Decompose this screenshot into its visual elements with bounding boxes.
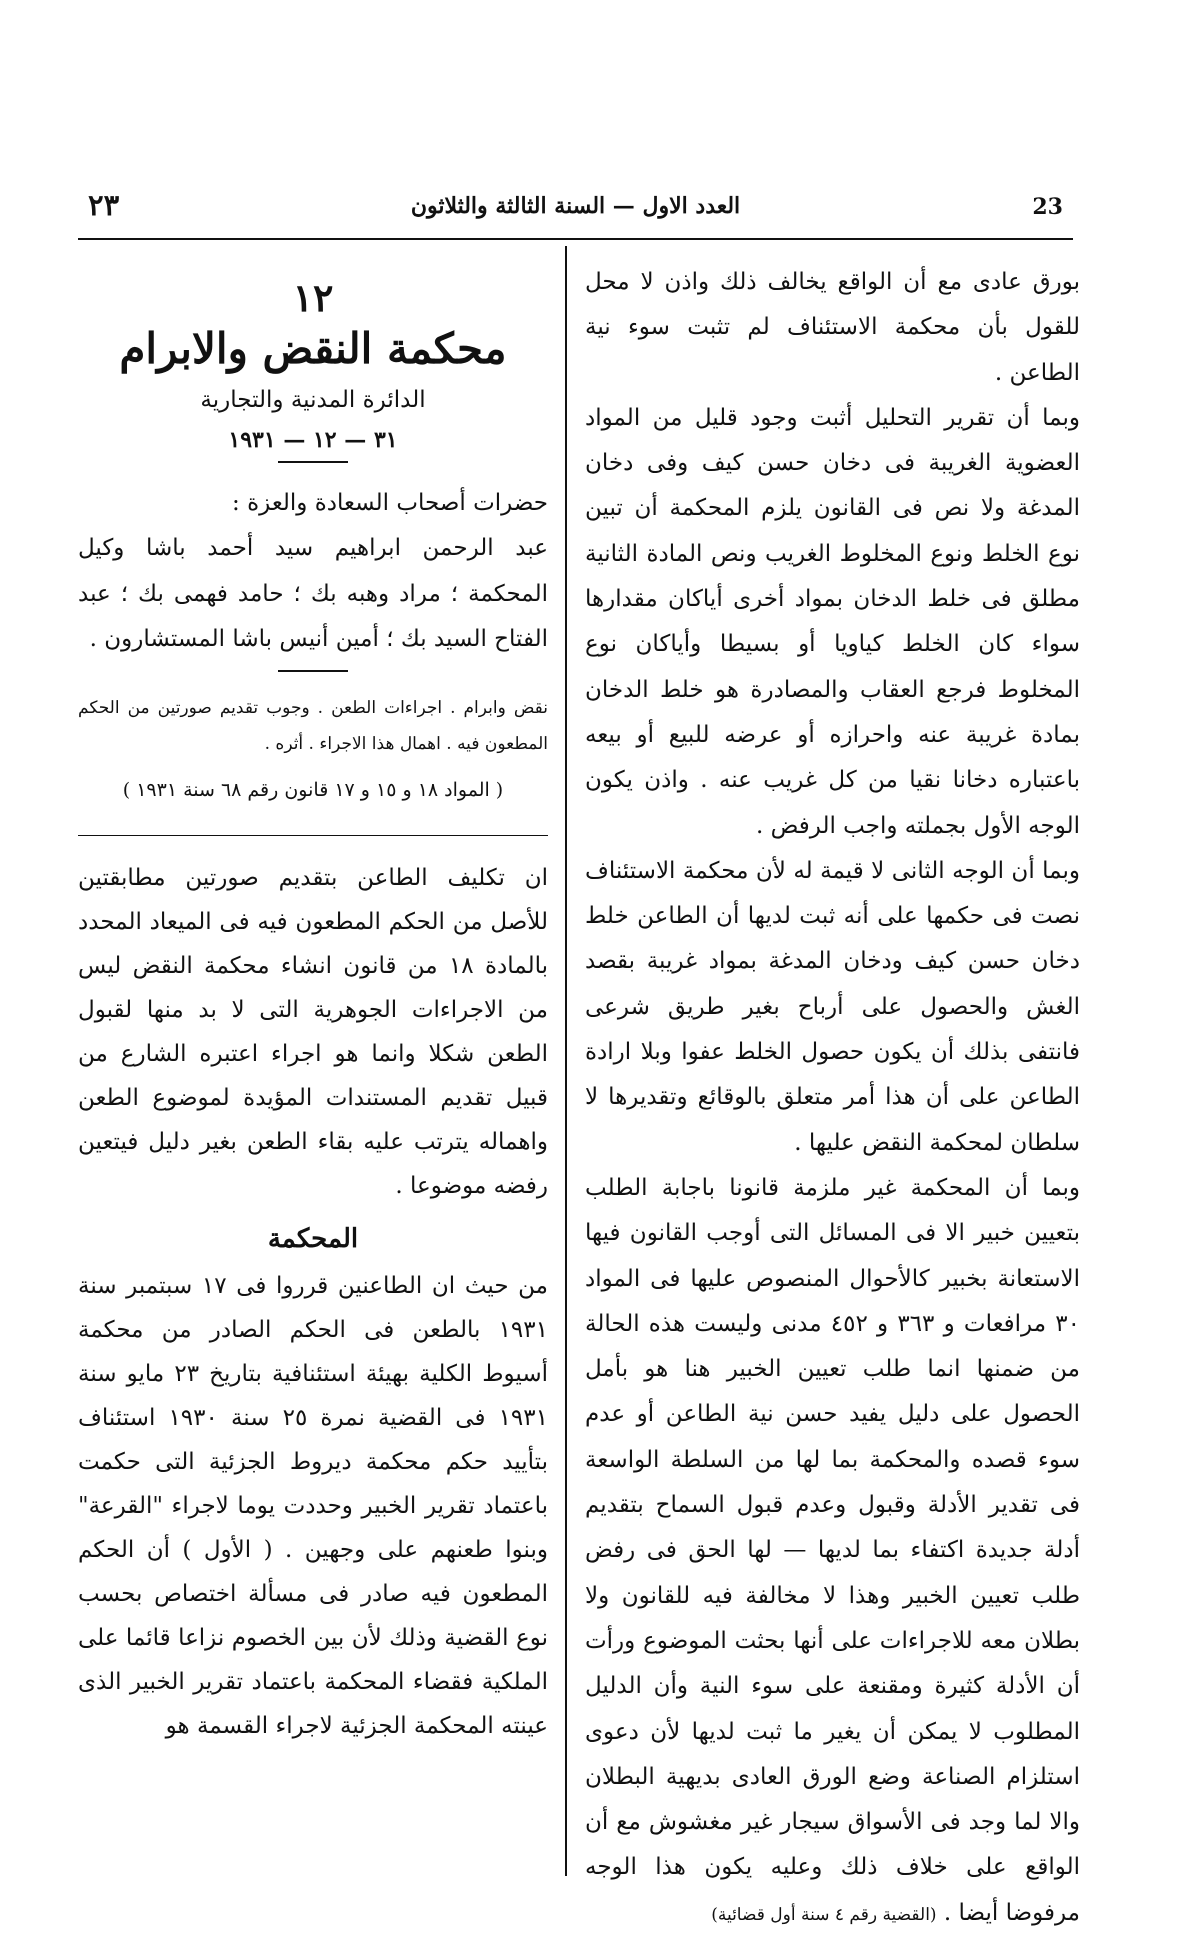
bench-members: عبد الرحمن ابراهيم سيد أحمد باشا وكيل المحكمة ؛ مراد وهبه بك ؛ حامد فهمى بك ؛ عبد الفتاح السيد بك ؛ أمين أنيس باشا المستشارون . bbox=[78, 535, 548, 652]
header-rule bbox=[78, 238, 1073, 240]
court-reasoning: من حيث ان الطاعنين قرروا فى ١٧ سبتمبر سنة ١٩٣١ بالطعن فى الحكم الصادر من محكمة أسيوط الكلية بهيئة استئنافية بتاريخ ٢٣ مايو سنة ١٩٣١ فى القضية نمرة ٢٥ سنة ١٩٣٠ استئناف بتأييد حكم محكمة ديروط الجزئية التى حكمت باعتماد تقرير الخبير وحددت يوما لاجراء "القرعة" وبنوا طعنهم على وجهين . ( الأول ) أن الحكم المطعون فيه صادر فى مسألة اختصاص بحسب نوع القضية وذلك لأن بين الخصوم نزاعا قائما على الملكية فقضاء المحكمة باعتماد تقرير الخبير الذى عينته المحكمة الجزئية لاجراء القسمة هو bbox=[78, 1273, 549, 1740]
paragraph: وبما أن الوجه الثانى لا قيمة له لأن محكمة الاستئناف نصت فى حكمها على أنه ثبت لديها أن الطاعن خلط دخان حسن كيف ودخان المدغة بمواد غريبة بقصد الغش والحصول على أرباح بغير طريق شرعى فانتفى بذلك أن يكون حصول الخلط عفوا وبلا ارادة الطاعن على أن هذا أمر متعلق بالوقائع وتقديرها لا سلطان لمحكمة النقض عليها . bbox=[585, 857, 1080, 1156]
case-summary: نقض وابرام . اجراءات الطعن . وجوب تقديم صورتين من الحكم المطعون فيه . اهمال هذا الاجراء . أثره . bbox=[78, 698, 548, 755]
paragraph: بورق عادى مع أن الواقع يخالف ذلك واذن لا محل للقول بأن محكمة الاستئناف لم تثبت سوء نية الطاعن . bbox=[585, 269, 1080, 386]
page-header bbox=[88, 188, 1063, 234]
section-heading: المحكمة bbox=[267, 1224, 359, 1255]
court-title: محكمة النقض والابرام bbox=[119, 324, 507, 373]
statute-reference: ( المواد ١٨ و ١٥ و ١٧ قانون رقم ٦٨ سنة ١٩٣١ ) bbox=[122, 779, 504, 802]
case-reference: (القضية رقم ٤ سنة أول قضائية) bbox=[711, 1904, 937, 1925]
bench-intro: حضرات أصحاب السعادة والعزة : bbox=[232, 490, 548, 516]
short-divider bbox=[278, 461, 348, 463]
paragraph-text: وبما أن المحكمة غير ملزمة قانونا باجابة الطلب بتعيين خبير الا فى المسائل التى أوجب القانون فيها الاستعانة بخبير كالأحوال المنصوص عليها فى المواد ٣٠ مرافعات و ٣٦٣ و ٤٥٢ مدنى وليست هذه الحالة من ضمنها انما طلب تعيين الخبير هنا هو بأمل الحصول على دليل يفيد حسن نية الطاعن أو عدم سوء قصده والمحكمة بما لها من السلطة الواسعة فى تقدير الأدلة وقبول وعدم قبول السماح بتقديم أدلة جديدة اكتفاء بما لديها — لها الحق فى رفض طلب تعيين الخبير وهذا لا مخالفة فيه للقانون ولا بطلان معه للاجراءات على أنها بحثت الموضوع ورأت أن الأدلة كثيرة ومقنعة على سوء النية وأن الدليل المطلوب لا يمكن أن يغير ما ثبت لديها لأن دعوى استلزام الصناعة وضع الورق العادى بديهية البطلان والا لما وجد فى الأسواق سيجار غير مغشوش مع أن الواقع على خلاف ذلك وعليه يكون هذا الوجه مرفوضا أيضا . bbox=[585, 1174, 1081, 1926]
column-divider bbox=[565, 246, 567, 1876]
legal-principle: ان تكليف الطاعن بتقديم صورتين مطابقتين للأصل من الحكم المطعون فيه فى الميعاد المحدد بالمادة ١٨ من قانون انشاء محكمة النقض ليس من الاجراءات الجوهرية التى لا بد منها لقبول الطعن شكلا وانما هو اجراء اعتبره الشارع من قبيل تقديم المستندات المؤيدة لموضوع الطعن واهماله يترتب عليه بقاء الطعن بغير دليل فيتعين رفضه موضوعا . bbox=[78, 865, 549, 1200]
running-title: العدد الاول — السنة الثالثة والثلاثون bbox=[410, 193, 741, 219]
paragraph bbox=[585, 1166, 1080, 1938]
left-column bbox=[78, 275, 548, 1748]
court-division: الدائرة المدنية والتجارية bbox=[200, 387, 426, 413]
page-number-latin: 23 bbox=[1032, 194, 1063, 220]
page-number-arabic: ٢٣ bbox=[88, 188, 120, 222]
case-number: ١٢ bbox=[292, 275, 334, 320]
judgment-date: ٣١ — ١٢ — ١٩٣١ bbox=[228, 427, 398, 453]
short-divider bbox=[278, 670, 348, 672]
paragraph: وبما أن تقرير التحليل أثبت وجود قليل من المواد العضوية الغريبة فى دخان حسن كيف وفى دخان المدغة ولا نص فى القانون يلزم المحكمة أن تبين نوع الخلط ونوع المخلوط الغريب ونص المادة الثانية مطلق فى خلط الدخان بمواد أخرى أياكان مقدارها سواء كان الخلط كياويا أو بسيطا وأياكان نوع المخلوط فرجع العقاب والمصادرة هو خلط الدخان بمادة غريبة عنه واحرازه أو عرضه للبيع أو بيعه باعتباره دخانا نقيا من كل غريب عنه . واذن يكون الوجه الأول بجملته واجب الرفض . bbox=[585, 404, 1080, 839]
right-column bbox=[585, 260, 1080, 1938]
section-divider bbox=[78, 835, 548, 836]
